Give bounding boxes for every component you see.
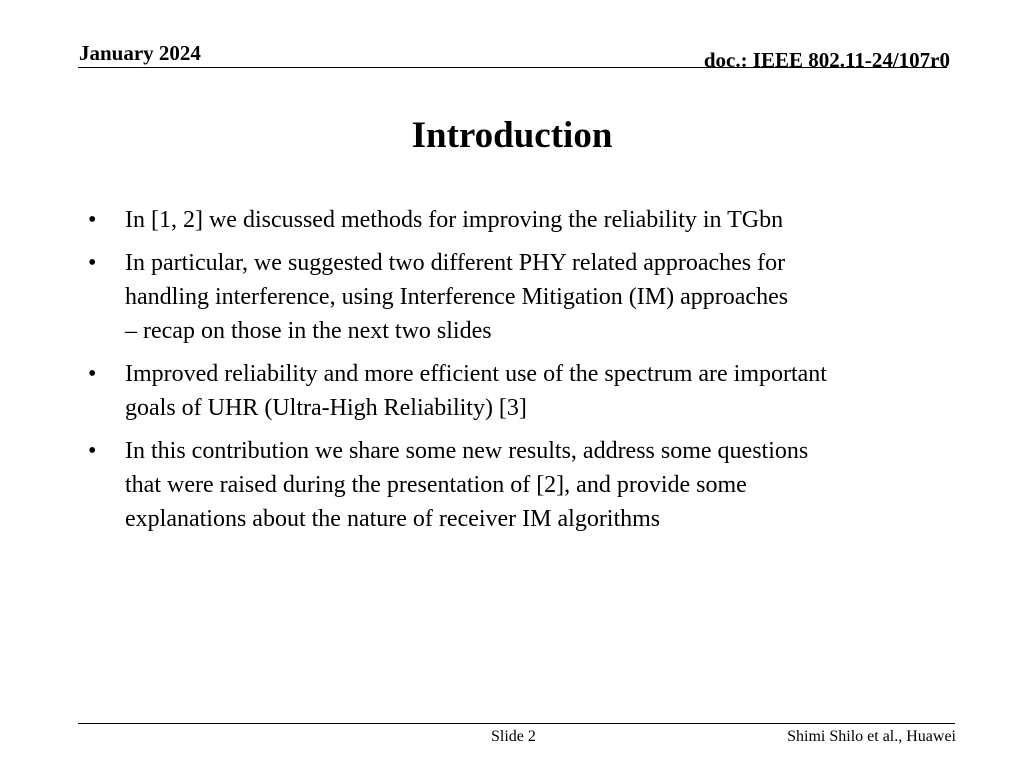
bullet-item [88, 434, 978, 536]
bullet-list [88, 203, 978, 545]
document-id: doc.: IEEE 802.11-24/107r0 [703, 48, 950, 72]
bullet-text-line: In [1, 2] we discussed methods for improving the reliability in TGbn [125, 207, 784, 233]
bullet-text-line: In this contribution we share some new results, address some questions [125, 438, 809, 464]
bullet-item [88, 203, 978, 237]
bullet-text-line: handling interference, using Interference Mitigation (IM) approaches [125, 284, 789, 310]
bullet-text-line: Improved reliability and more efficient use of the spectrum are important [125, 361, 827, 387]
bullet-item [88, 246, 978, 348]
bullet-icon: • [88, 207, 97, 233]
bullet-item [88, 357, 978, 425]
header-divider [78, 67, 947, 68]
header-date: January 2024 [79, 41, 201, 65]
bullet-text-line: that were raised during the presentation of [2], and provide some [125, 472, 747, 498]
bullet-text-line: explanations about the nature of receiver IM algorithms [125, 506, 661, 532]
slide-number: Slide 2 [491, 728, 536, 745]
bullet-icon: • [88, 438, 97, 464]
bullet-text-line: goals of UHR (Ultra-High Reliability) [3] [125, 395, 527, 421]
bullet-icon: • [88, 250, 97, 276]
footer-author: Shimi Shilo et al., Huawei [787, 728, 956, 745]
bullet-icon: • [88, 361, 97, 387]
bullet-text-line: – recap on those in the next two slides [125, 318, 492, 344]
footer-divider [78, 723, 955, 724]
bullet-text-line: In particular, we suggested two different PHY related approaches for [125, 250, 786, 276]
slide-title: Introduction [411, 115, 613, 156]
